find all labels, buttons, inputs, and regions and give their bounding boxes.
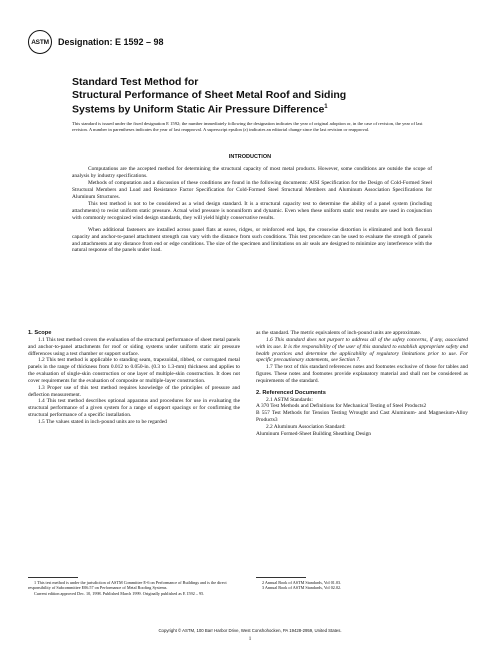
- footnote-rule: [256, 577, 306, 578]
- section-heading-referenced-documents: 2. Referenced Documents: [256, 389, 326, 396]
- footnotes-left: [28, 580, 240, 596]
- paragraph: 1.7 The text of this standard references notes and footnotes exclusive of those for tables and figures. These notes and footnotes provide explanatory material and shall not be considered as requirements of the standard.: [256, 364, 468, 384]
- title-main: [72, 89, 412, 116]
- introduction-body: [72, 166, 432, 254]
- title-line-2: Structural Performance of Sheet Metal Roof and Siding: [72, 89, 347, 101]
- footnote: 1 This test method is under the jurisdiction of ASTM Committee E-6 on Performance of Buildings and is the direct responsibility of Subcommittee E06.57 on Performance of Metal Roofing Systems.: [28, 580, 227, 591]
- paragraph: 1.3 Proper use of this test method requires knowledge of the principles of pressure and deflection measurement.: [28, 384, 240, 398]
- section-heading-scope: 1. Scope: [28, 330, 52, 336]
- intro-paragraph: Computations are the accepted method for determining the structural capacity of most metal products. However, some conditions are outside the scope of analysis by industry specifications.: [72, 166, 432, 179]
- reference-item: Aluminum Formed-Sheet Building Sheathing Design: [256, 430, 371, 437]
- title-line-3: Systems by Uniform Static Air Pressure Difference$^1$: [72, 103, 328, 116]
- paragraph: 1.5 The values stated in inch-pound units are to be regarded: [38, 418, 167, 425]
- paragraph: 1.1 This test method covers the evaluation of the structural performance of sheet metal panels and anchor-to-panel attachments for roof or siding systems under uniform static air pressure differences using a test chamber or support surface.: [28, 336, 240, 357]
- footnote: 3 Annual Book of ASTM Standards, Vol 02.02.: [262, 585, 342, 591]
- title-block: [72, 76, 412, 116]
- paragraph: 1.4 This test method describes optional apparatus and procedures for use in evaluating the structural performance of a given system for a range of support spacings or for confirming the structural performance of a specific installation.: [28, 398, 240, 419]
- footnote-rule: [28, 577, 78, 578]
- designation: Designation: E 1592 – 98: [58, 37, 164, 47]
- footnote: 2 Annual Book of ASTM Standards, Vol 01.03.: [262, 580, 342, 585]
- reference-item: B 557 Test Methods for Tension Testing Wrought and Cast Aluminum- and Magnesium-Alloy Products3: [256, 410, 468, 424]
- right-column: [256, 330, 468, 438]
- astm-logo: ASTM: [28, 30, 52, 54]
- copyright-footer: Copyright © ASTM, 100 Barr Harbor Drive, West Conshohocken, PA 19428-2959, United States.: [158, 628, 342, 633]
- paragraph: 1.2 This test method is applicable to standing seam, trapezoidal, ribbed, or corrugated metal panels in the range of thickness from 0.012 to 0.050-in. (0.3 to 1.3-mm) thickness and applies to the evaluation of single-skin construction or one layer of multiple-skin construction. It does not cover requirements for the evaluation of composite or multiple-layer construction.: [28, 357, 240, 384]
- paragraph: as the standard. The metric equivalents of inch-pound units are approximate.: [256, 330, 422, 336]
- footnote: Current edition approved Dec. 10, 1998. Published March 1999. Originally published as E 1592 – 95.: [34, 590, 205, 596]
- paragraph: 1.6 This standard does not purport to address all of the safety concerns, if any, associated with its use. It is the responsibility of the user of this standard to establish appropriate safety and health practices and determine the applicability of regulatory limitations prior to use. For specific precautionary statements, see Section 7.: [256, 336, 468, 364]
- title-footnote-mark: 1: [324, 104, 328, 110]
- intro-paragraph: This test method is not to be considered as a wind design standard. It is a structural capacity test to determine the ability of a panel system (including attachments) to resist uniform static pressure. Actual wind pressure is nonuniform and dynamic. Even when these uniform static test results are used in conjunction with commonly recognized wind design standards, they will yield highly conservative results.: [72, 200, 432, 221]
- introduction-heading: INTRODUCTION: [228, 154, 272, 160]
- issue-note: This standard is issued under the fixed designation E 1592; the number immediately following the designation indicates the year of original adoption or, in the case of revision, the year of last revision. A number in parentheses indicates the year of last reapproval. A superscript epsilon (ε) indicates an editorial change since the last revision or reapproval.: [72, 121, 423, 133]
- paragraph: 2.2 Aluminum Association Standard:: [266, 423, 346, 430]
- intro-paragraph: When additional fasteners are installed across panel flats at eaves, ridges, or reinforced end laps, the crosswise distortion is eliminated and both flexural capacity and anchor-to-panel attachment strength can vary with the distance from such conditions. This test procedure can be used to evaluate the strength of panels and attachments at any distance from end or edge conditions. The size of the specimen and limitations on air seals are designed to minimize any interference with the natural response of the panels under load.: [72, 226, 432, 254]
- document-header: [28, 30, 164, 54]
- title-prefix: Standard Test Method for: [72, 76, 199, 88]
- reference-item: A 370 Test Methods and Definitions for Mechanical Testing of Steel Products2: [256, 403, 427, 410]
- page-number: 1: [248, 637, 252, 642]
- left-column: [28, 330, 240, 426]
- footnotes-right: [256, 580, 468, 591]
- paragraph: 2.1 ASTM Standards:: [266, 396, 313, 403]
- intro-paragraph: Methods of computation and a discussion of these conditions are found in the following documents: AISI Specification for the Design of Cold-Formed Steel Structural Members and Load and Resistance Factor Specification for Cold-Formed Steel Structural Members and Aluminum Association Specifications for Aluminum Structures.: [72, 179, 432, 200]
